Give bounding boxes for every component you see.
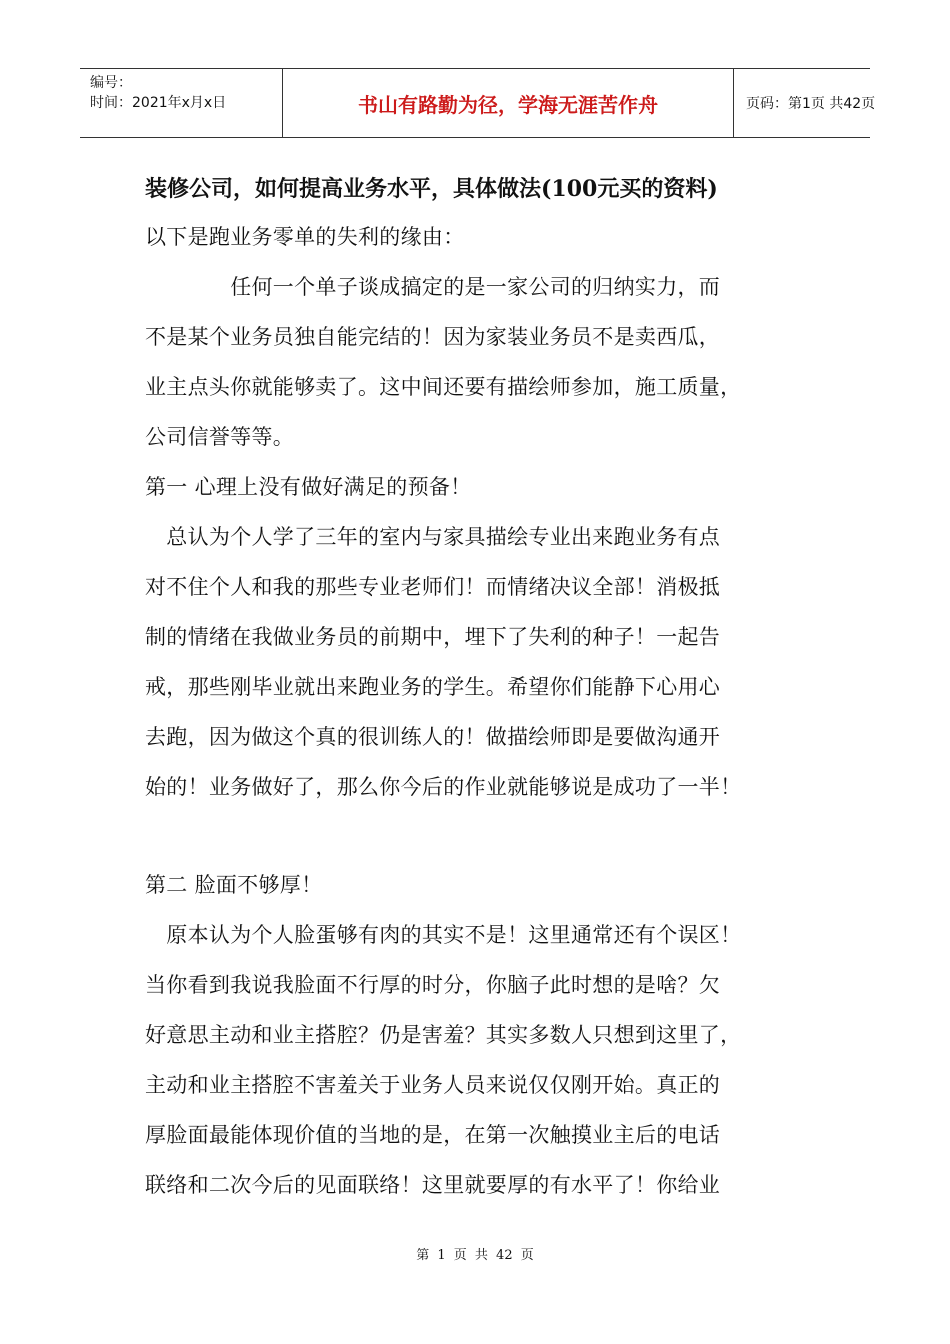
body-line: 厚脸面最能体现价值的当地的是，在第一次触摸业主后的电话	[145, 1123, 721, 1147]
body-line: 联络和二次今后的见面联络！这里就要厚的有水平了！你给业	[145, 1173, 721, 1197]
body-line: 以下是跑业务零单的失利的缘由：	[145, 225, 465, 249]
section-heading: 第二 脸面不够厚！	[145, 873, 323, 897]
header-motto: 书山有路勤为径，学海无涯苦作舟	[282, 69, 734, 137]
document-date: 时间：2021年x月x日	[90, 95, 227, 111]
document-header	[80, 68, 876, 138]
body-line: 公司信誉等等。	[145, 425, 295, 449]
page-footer: 第 1 页 共 42 页	[416, 1248, 534, 1263]
body-line: 当你看到我说我脸面不行厚的时分，你脑子此时想的是啥？欠	[145, 973, 721, 997]
body-line: 戒，那些刚毕业就出来跑业务的学生。希望你们能静下心用心	[145, 675, 721, 699]
document-number: 编号：	[90, 75, 132, 91]
body-line: 原本认为个人脸蛋够有肉的其实不是！这里通常还有个误区！	[145, 923, 742, 947]
document-title: 装修公司，如何提高业务水平，具体做法(100元买的资料)	[145, 176, 718, 202]
body-line: 好意思主动和业主搭腔？仍是害羞？其实多数人只想到这里了，	[145, 1023, 742, 1047]
header-page-info: 页码：第1页 共42页	[746, 96, 876, 112]
body-line: 制的情绪在我做业务员的前期中，埋下了失利的种子！一起告	[145, 625, 721, 649]
body-line: 始的！业务做好了，那么你今后的作业就能够说是成功了一半！	[145, 775, 742, 799]
body-line: 不是某个业务员独自能完结的！因为家装业务员不是卖西瓜，	[145, 325, 721, 349]
body-line: 业主点头你就能够卖了。这中间还要有描绘师参加，施工质量，	[145, 375, 742, 399]
body-line: 任何一个单子谈成搞定的是一家公司的归纳实力，而	[145, 275, 721, 299]
section-heading: 第一 心理上没有做好满足的预备！	[145, 475, 472, 499]
body-line: 主动和业主搭腔不害羞关于业务人员来说仅仅刚开始。真正的	[145, 1073, 721, 1097]
body-line: 去跑，因为做这个真的很训练人的！做描绘师即是要做沟通开	[145, 725, 721, 749]
body-line: 对不住个人和我的那些专业老师们！而情绪决议全部！消极抵	[145, 575, 721, 599]
body-line: 总认为个人学了三年的室内与家具描绘专业出来跑业务有点	[145, 525, 721, 549]
header-meta	[80, 69, 282, 137]
